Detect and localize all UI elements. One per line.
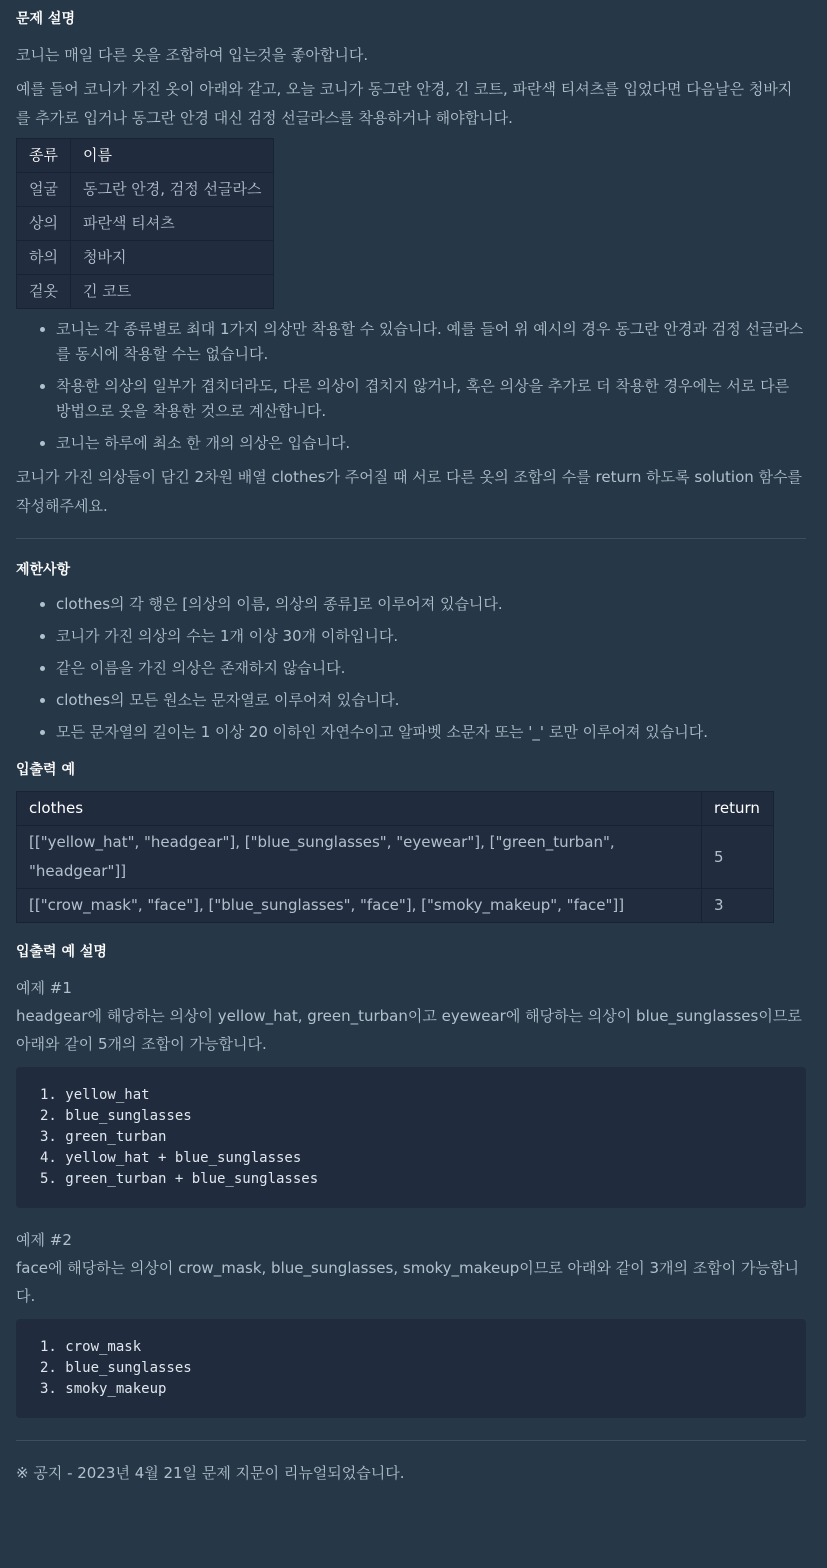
table-cell: [["crow_mask", "face"], ["blue_sunglasses", "face"], ["smoky_makeup", "face"]] xyxy=(17,889,702,923)
io-example-table xyxy=(16,791,774,923)
task-paragraph: 코니가 가진 의상들이 담긴 2차원 배열 clothes가 주어질 때 서로 다른 옷의 조합의 수를 return 하도록 solution 함수를 작성해주세요. xyxy=(16,468,803,515)
code-line: 1. yellow_hat xyxy=(40,1086,150,1103)
table-cell: 긴 코트 xyxy=(70,275,273,309)
table-row xyxy=(17,826,774,889)
code-line: 4. yellow_hat + blue_sunglasses xyxy=(40,1149,302,1166)
notice-text: ※ 공지 - 2023년 4월 21일 문제 지문이 리뉴얼되었습니다. xyxy=(16,1463,405,1482)
code-line: 2. blue_sunglasses xyxy=(40,1359,192,1376)
example-1-code-block xyxy=(16,1067,806,1208)
example-1-text: headgear에 해당하는 의상이 yellow_hat, green_turban이고 eyewear에 해당하는 의상이 blue_sunglasses이므로 아래와 같이 5개의 조합이 가능합니다. xyxy=(16,1006,802,1054)
table-cell: 3 xyxy=(702,889,774,923)
list-item: • 착용한 의상의 일부가 겹치더라도, 다른 의상이 겹치지 않거나, 혹은 의상을 추가로 더 착용한 경우에는 서로 다른 방법으로 옷을 착용한 것으로 계산합니다. xyxy=(56,374,806,424)
code-line: 2. blue_sunglasses xyxy=(40,1107,192,1124)
table-row xyxy=(17,207,274,241)
code-line: 3. smoky_makeup xyxy=(40,1380,167,1397)
table-header-cell: 종류 xyxy=(17,139,71,173)
table-cell: 겉옷 xyxy=(17,275,71,309)
list-item: • 모든 문자열의 길이는 1 이상 20 이하인 자연수이고 알파벳 소문자 또는 '_' 로만 이루어져 있습니다. xyxy=(56,720,806,745)
table-row xyxy=(17,275,274,309)
intro-paragraph-1: 코니는 매일 다른 옷을 조합하여 입는것을 좋아합니다. xyxy=(16,45,369,64)
section-title-constraints: 제한사항 xyxy=(16,562,71,579)
table-cell: [["yellow_hat", "headgear"], ["blue_sunglasses", "eyewear"], ["green_turban", "headgear"]] xyxy=(17,826,702,889)
section-divider xyxy=(16,1440,806,1441)
section-title-description: 문제 설명 xyxy=(16,11,75,27)
table-header-row xyxy=(17,792,774,826)
intro-paragraph-2: 예를 들어 코니가 가진 옷이 아래와 같고, 오늘 코니가 동그란 안경, 긴 코트, 파란색 티셔츠를 입었다면 다음날은 청바지를 추가로 입거나 동그란 안경 대신 검정 선글라스를 착용하거나 해야합니다. xyxy=(16,80,793,127)
code-line: 1. crow_mask xyxy=(40,1338,142,1355)
section-title-io-explain: 입출력 예 설명 xyxy=(16,944,107,961)
table-cell: 하의 xyxy=(17,241,71,275)
rules-list xyxy=(16,317,806,456)
table-row xyxy=(17,173,274,207)
list-item: • clothes의 각 행은 [의상의 이름, 의상의 종류]로 이루어져 있습니다. xyxy=(56,592,806,617)
table-header-cell: clothes xyxy=(17,792,702,826)
section-divider xyxy=(16,538,806,539)
list-item: • 코니가 가진 의상의 수는 1개 이상 30개 이하입니다. xyxy=(56,624,806,649)
example-2-code-block xyxy=(16,1319,806,1418)
list-item: • 코니는 각 종류별로 최대 1가지 의상만 착용할 수 있습니다. 예를 들어 위 예시의 경우 동그란 안경과 검정 선글라스를 동시에 착용할 수는 없습니다. xyxy=(56,317,806,367)
list-item: • 같은 이름을 가진 의상은 존재하지 않습니다. xyxy=(56,656,806,681)
table-row xyxy=(17,889,774,923)
list-item: • clothes의 모든 원소는 문자열로 이루어져 있습니다. xyxy=(56,688,806,713)
list-item: • 코니는 하루에 최소 한 개의 의상은 입습니다. xyxy=(56,431,806,456)
table-row xyxy=(17,241,274,275)
example-2-title: 예제 #2 xyxy=(16,1230,72,1249)
table-cell: 파란색 티셔츠 xyxy=(70,207,273,241)
example-2-text: face에 해당하는 의상이 crow_mask, blue_sunglasses, smoky_makeup이므로 아래와 같이 3개의 조합이 가능합니다. xyxy=(16,1258,799,1306)
table-cell: 청바지 xyxy=(70,241,273,275)
code-line: 3. green_turban xyxy=(40,1128,167,1145)
table-cell: 얼굴 xyxy=(17,173,71,207)
table-cell: 5 xyxy=(702,826,774,889)
example-1-title: 예제 #1 xyxy=(16,978,72,997)
section-title-io: 입출력 예 xyxy=(16,761,75,778)
table-header-cell: return xyxy=(702,792,774,826)
table-header-cell: 이름 xyxy=(70,139,273,173)
table-cell: 동그란 안경, 검정 선글라스 xyxy=(70,173,273,207)
table-header-row xyxy=(17,139,274,173)
code-line: 5. green_turban + blue_sunglasses xyxy=(40,1170,319,1187)
clothing-kind-table xyxy=(16,138,274,309)
table-cell: 상의 xyxy=(17,207,71,241)
constraints-list xyxy=(16,592,806,745)
